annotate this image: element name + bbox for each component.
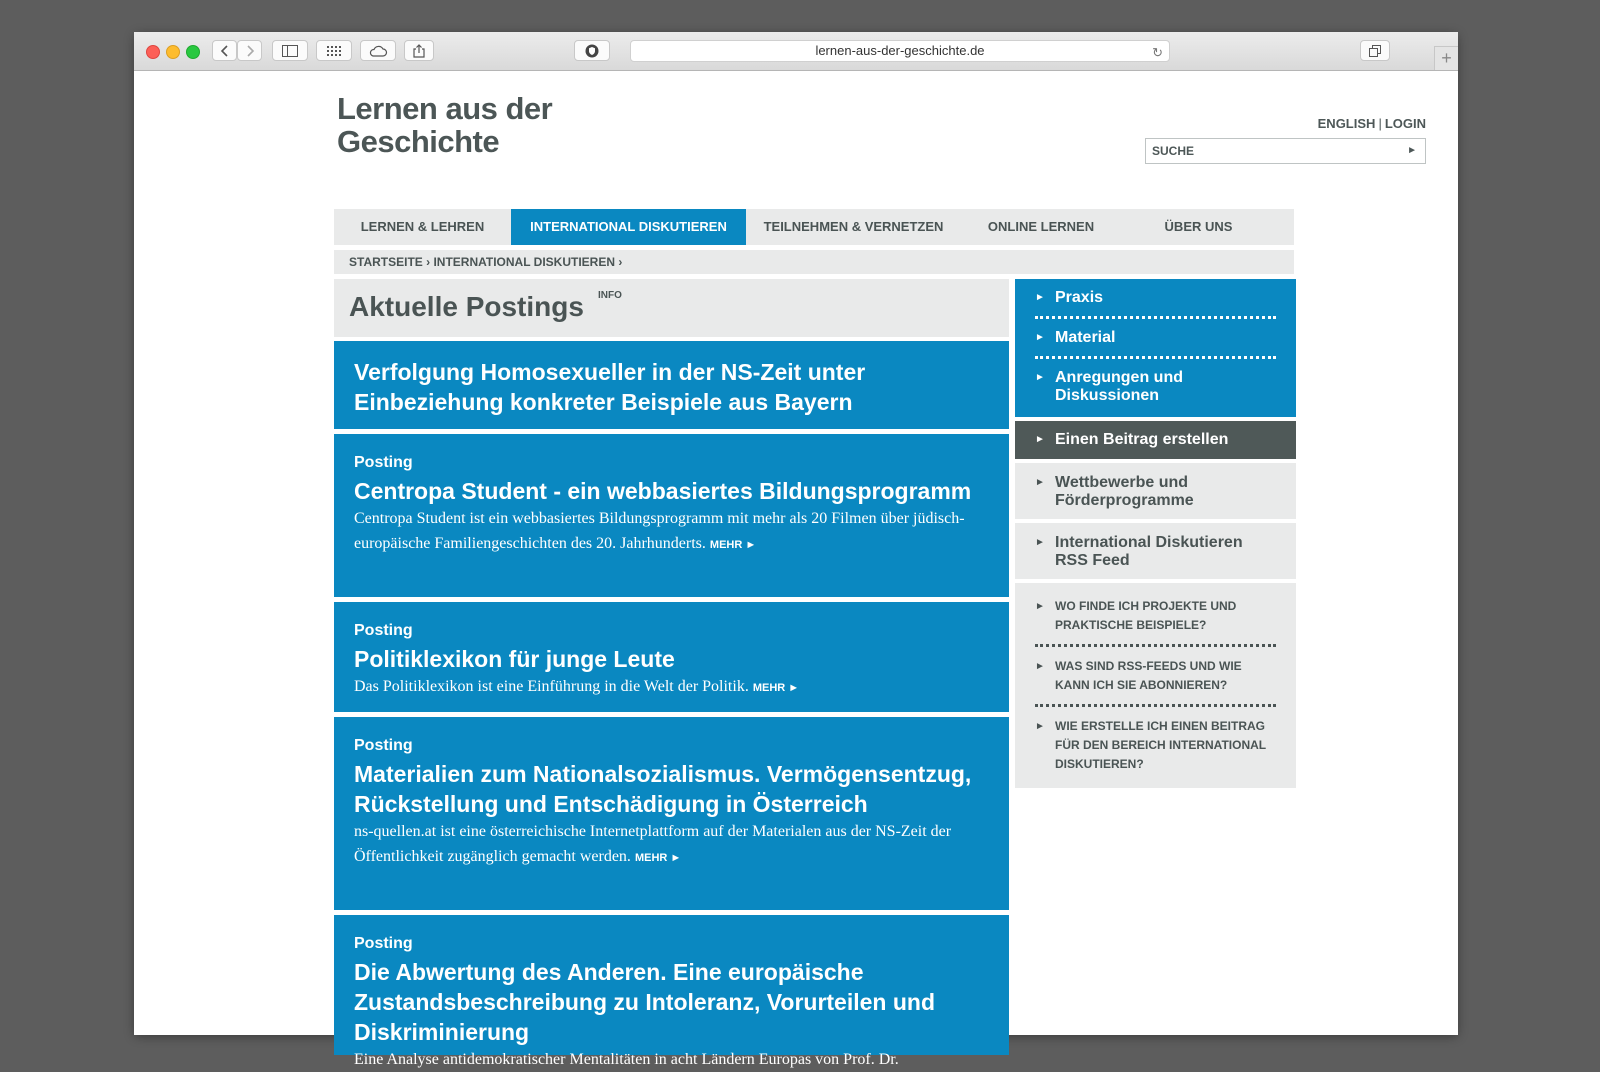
search-submit-icon[interactable]: ► — [1407, 145, 1417, 156]
breadcrumb[interactable]: STARTSEITE › INTERNATIONAL DISKUTIEREN › — [334, 250, 1294, 274]
info-link[interactable]: INFO — [598, 290, 622, 301]
browser-window — [134, 32, 1458, 1068]
web-page — [134, 71, 1458, 1068]
sidebar-box-wettbewerbe[interactable] — [1015, 463, 1296, 519]
post-description — [354, 1047, 989, 1072]
nav-item-online-lernen[interactable]: ONLINE LERNEN — [987, 219, 1095, 234]
sidebar-faq — [1015, 583, 1296, 788]
nav-item-teilnehmen-vernetzen[interactable]: TEILNEHMEN & VERNETZEN — [763, 219, 944, 234]
faq-item-label: WIE ERSTELLE ICH EINEN BEITRAG FÜR DEN BEREICH INTERNATIONAL DISKUTIEREN? — [1055, 719, 1266, 771]
arrow-right-icon: ► — [1035, 292, 1045, 303]
arrow-right-icon: ► — [1035, 601, 1045, 612]
address-bar[interactable] — [630, 40, 1170, 62]
sidebar-item-praxis[interactable] — [1035, 289, 1275, 307]
sidebar-toggle-button[interactable] — [272, 40, 308, 61]
post-kind: Posting — [354, 935, 413, 952]
post-description-text: Centropa Student ist ein webbasiertes Bildungsprogramm mit mehr als 20 Filmen über jüdisch-europäische Familiengeschichten des 20. Jahrhunderts. — [354, 510, 965, 552]
more-link[interactable]: MEHR ► — [634, 852, 682, 864]
post-card[interactable] — [334, 434, 1009, 597]
post-description — [354, 674, 989, 701]
arrow-right-icon: ► — [1035, 477, 1045, 488]
more-link[interactable]: MEHR ► — [752, 682, 800, 694]
chevron-right-icon — [246, 45, 254, 57]
sidebar-box-rss[interactable] — [1015, 523, 1296, 579]
featured-post[interactable] — [334, 341, 1009, 429]
grid-icon — [327, 46, 341, 56]
post-kind: Posting — [354, 454, 413, 471]
nav-item-international-diskutieren[interactable]: INTERNATIONAL DISKUTIEREN — [511, 209, 746, 245]
arrow-right-icon: ► — [1035, 721, 1045, 732]
arrow-right-icon: ► — [1035, 661, 1045, 672]
top-sites-button[interactable] — [316, 40, 352, 61]
sidebar-item-label: Material — [1055, 329, 1116, 346]
page-title: Aktuelle Postings — [349, 291, 584, 322]
heading-box — [334, 279, 1009, 337]
post-title[interactable]: Centropa Student - ein webbasiertes Bildungsprogramm — [354, 478, 972, 504]
sidebar-item-wettbewerbe[interactable] — [1035, 474, 1275, 510]
create-post-button[interactable] — [1015, 421, 1296, 459]
post-description-text: Eine Analyse antidemokratischer Mentalitäten in acht Ländern Europas von Prof. Dr. — [354, 1051, 899, 1068]
search-box — [1145, 138, 1426, 164]
post-description — [354, 819, 989, 871]
shield-icon — [585, 44, 599, 58]
arrow-right-icon: ► — [1035, 332, 1045, 343]
cloud-icon — [369, 45, 387, 57]
chevron-left-icon — [221, 45, 229, 57]
close-window-button[interactable] — [146, 45, 160, 59]
post-description-text: Das Politiklexikon ist eine Einführung in die Welt der Politik. — [354, 678, 749, 695]
english-link[interactable]: ENGLISH — [1317, 116, 1376, 131]
arrow-right-icon: ► — [1035, 434, 1045, 445]
sidebar-section-nav — [1015, 279, 1296, 417]
dotted-divider — [1035, 356, 1276, 359]
post-card[interactable] — [334, 915, 1009, 1068]
dotted-divider — [1035, 316, 1276, 319]
sidebar-item-anregungen[interactable] — [1035, 369, 1275, 405]
post-title[interactable]: Materialien zum Nationalsozialismus. Vermögensentzug, Rückstellung und Entschädigung in Österreich — [354, 761, 972, 817]
new-tab-button[interactable]: + — [1434, 46, 1458, 70]
sidebar-item-label: Einen Beitrag erstellen — [1055, 431, 1229, 448]
faq-item-beitrag[interactable] — [1035, 717, 1275, 774]
sidebar-item-label: Anregungen und Diskussionen — [1055, 369, 1183, 404]
link-separator: | — [1378, 116, 1382, 131]
featured-post-title[interactable]: Verfolgung Homosexueller in der NS-Zeit unter Einbeziehung konkreter Beispiele aus Bayern — [354, 359, 866, 415]
faq-item-label: WAS SIND RSS-FEEDS UND WIE KANN ICH SIE ABONNIEREN? — [1055, 659, 1242, 692]
privacy-extension-button[interactable] — [574, 40, 610, 61]
back-button[interactable] — [212, 40, 237, 61]
top-links — [1160, 116, 1426, 131]
faq-item-projekte[interactable] — [1035, 597, 1275, 635]
arrow-right-icon: ► — [1035, 372, 1045, 383]
share-button[interactable] — [404, 40, 434, 61]
tab-overview-button[interactable] — [1360, 40, 1390, 61]
dotted-divider — [1035, 644, 1276, 647]
post-description-text: ns-quellen.at ist eine österreichische Internetplattform auf der Materialen aus der NS-Zeit der Öffentlichkeit zugänglich gemacht werden. — [354, 823, 952, 865]
post-card[interactable] — [334, 602, 1009, 712]
logo-line-1: Lernen aus der — [337, 91, 553, 126]
nav-item-lernen-lehren[interactable]: LERNEN & LEHREN — [360, 219, 485, 234]
reload-icon[interactable]: ↻ — [1152, 45, 1163, 60]
url-text: lernen-aus-der-geschichte.de — [815, 43, 985, 58]
site-logo[interactable] — [337, 92, 552, 158]
sidebar-item-material[interactable] — [1035, 329, 1275, 347]
sidebar-item-label: Wettbewerbe und Förderprogramme — [1055, 474, 1194, 509]
main-navigation — [334, 209, 1294, 245]
login-link[interactable]: LOGIN — [1384, 116, 1426, 131]
post-kind: Posting — [354, 622, 413, 639]
post-title[interactable]: Die Abwertung des Anderen. Eine europäische Zustandsbeschreibung zu Intoleranz, Vorurteilen und Diskriminierung — [354, 959, 936, 1045]
sidebar-item-label: International Diskutieren RSS Feed — [1055, 534, 1243, 569]
share-icon — [413, 44, 425, 58]
faq-item-rss[interactable] — [1035, 657, 1275, 695]
sidebar-item-rss-feed[interactable] — [1035, 534, 1275, 570]
zoom-window-button[interactable] — [186, 45, 200, 59]
forward-button[interactable] — [237, 40, 262, 61]
search-input[interactable] — [1152, 144, 1392, 158]
logo-line-2: Geschichte — [337, 124, 500, 159]
faq-item-label: WO FINDE ICH PROJEKTE UND PRAKTISCHE BEISPIELE? — [1055, 599, 1237, 632]
rss-arrow-icon: ► — [1035, 537, 1045, 548]
sidebar-item-beitrag-erstellen[interactable] — [1035, 431, 1275, 449]
nav-item-ueber-uns[interactable]: ÜBER UNS — [1164, 219, 1233, 234]
post-title[interactable]: Politiklexikon für junge Leute — [354, 646, 675, 672]
browser-toolbar — [134, 32, 1458, 71]
post-card[interactable] — [334, 717, 1009, 910]
sidebar-icon — [282, 45, 298, 57]
sidebar-item-label: Praxis — [1055, 289, 1104, 306]
post-kind: Posting — [354, 737, 413, 754]
more-link[interactable]: MEHR ► — [709, 539, 757, 551]
minimize-window-button[interactable] — [166, 45, 180, 59]
icloud-tabs-button[interactable] — [360, 40, 396, 61]
tabs-icon — [1369, 45, 1381, 57]
post-description — [354, 506, 989, 558]
dotted-divider — [1035, 704, 1276, 707]
